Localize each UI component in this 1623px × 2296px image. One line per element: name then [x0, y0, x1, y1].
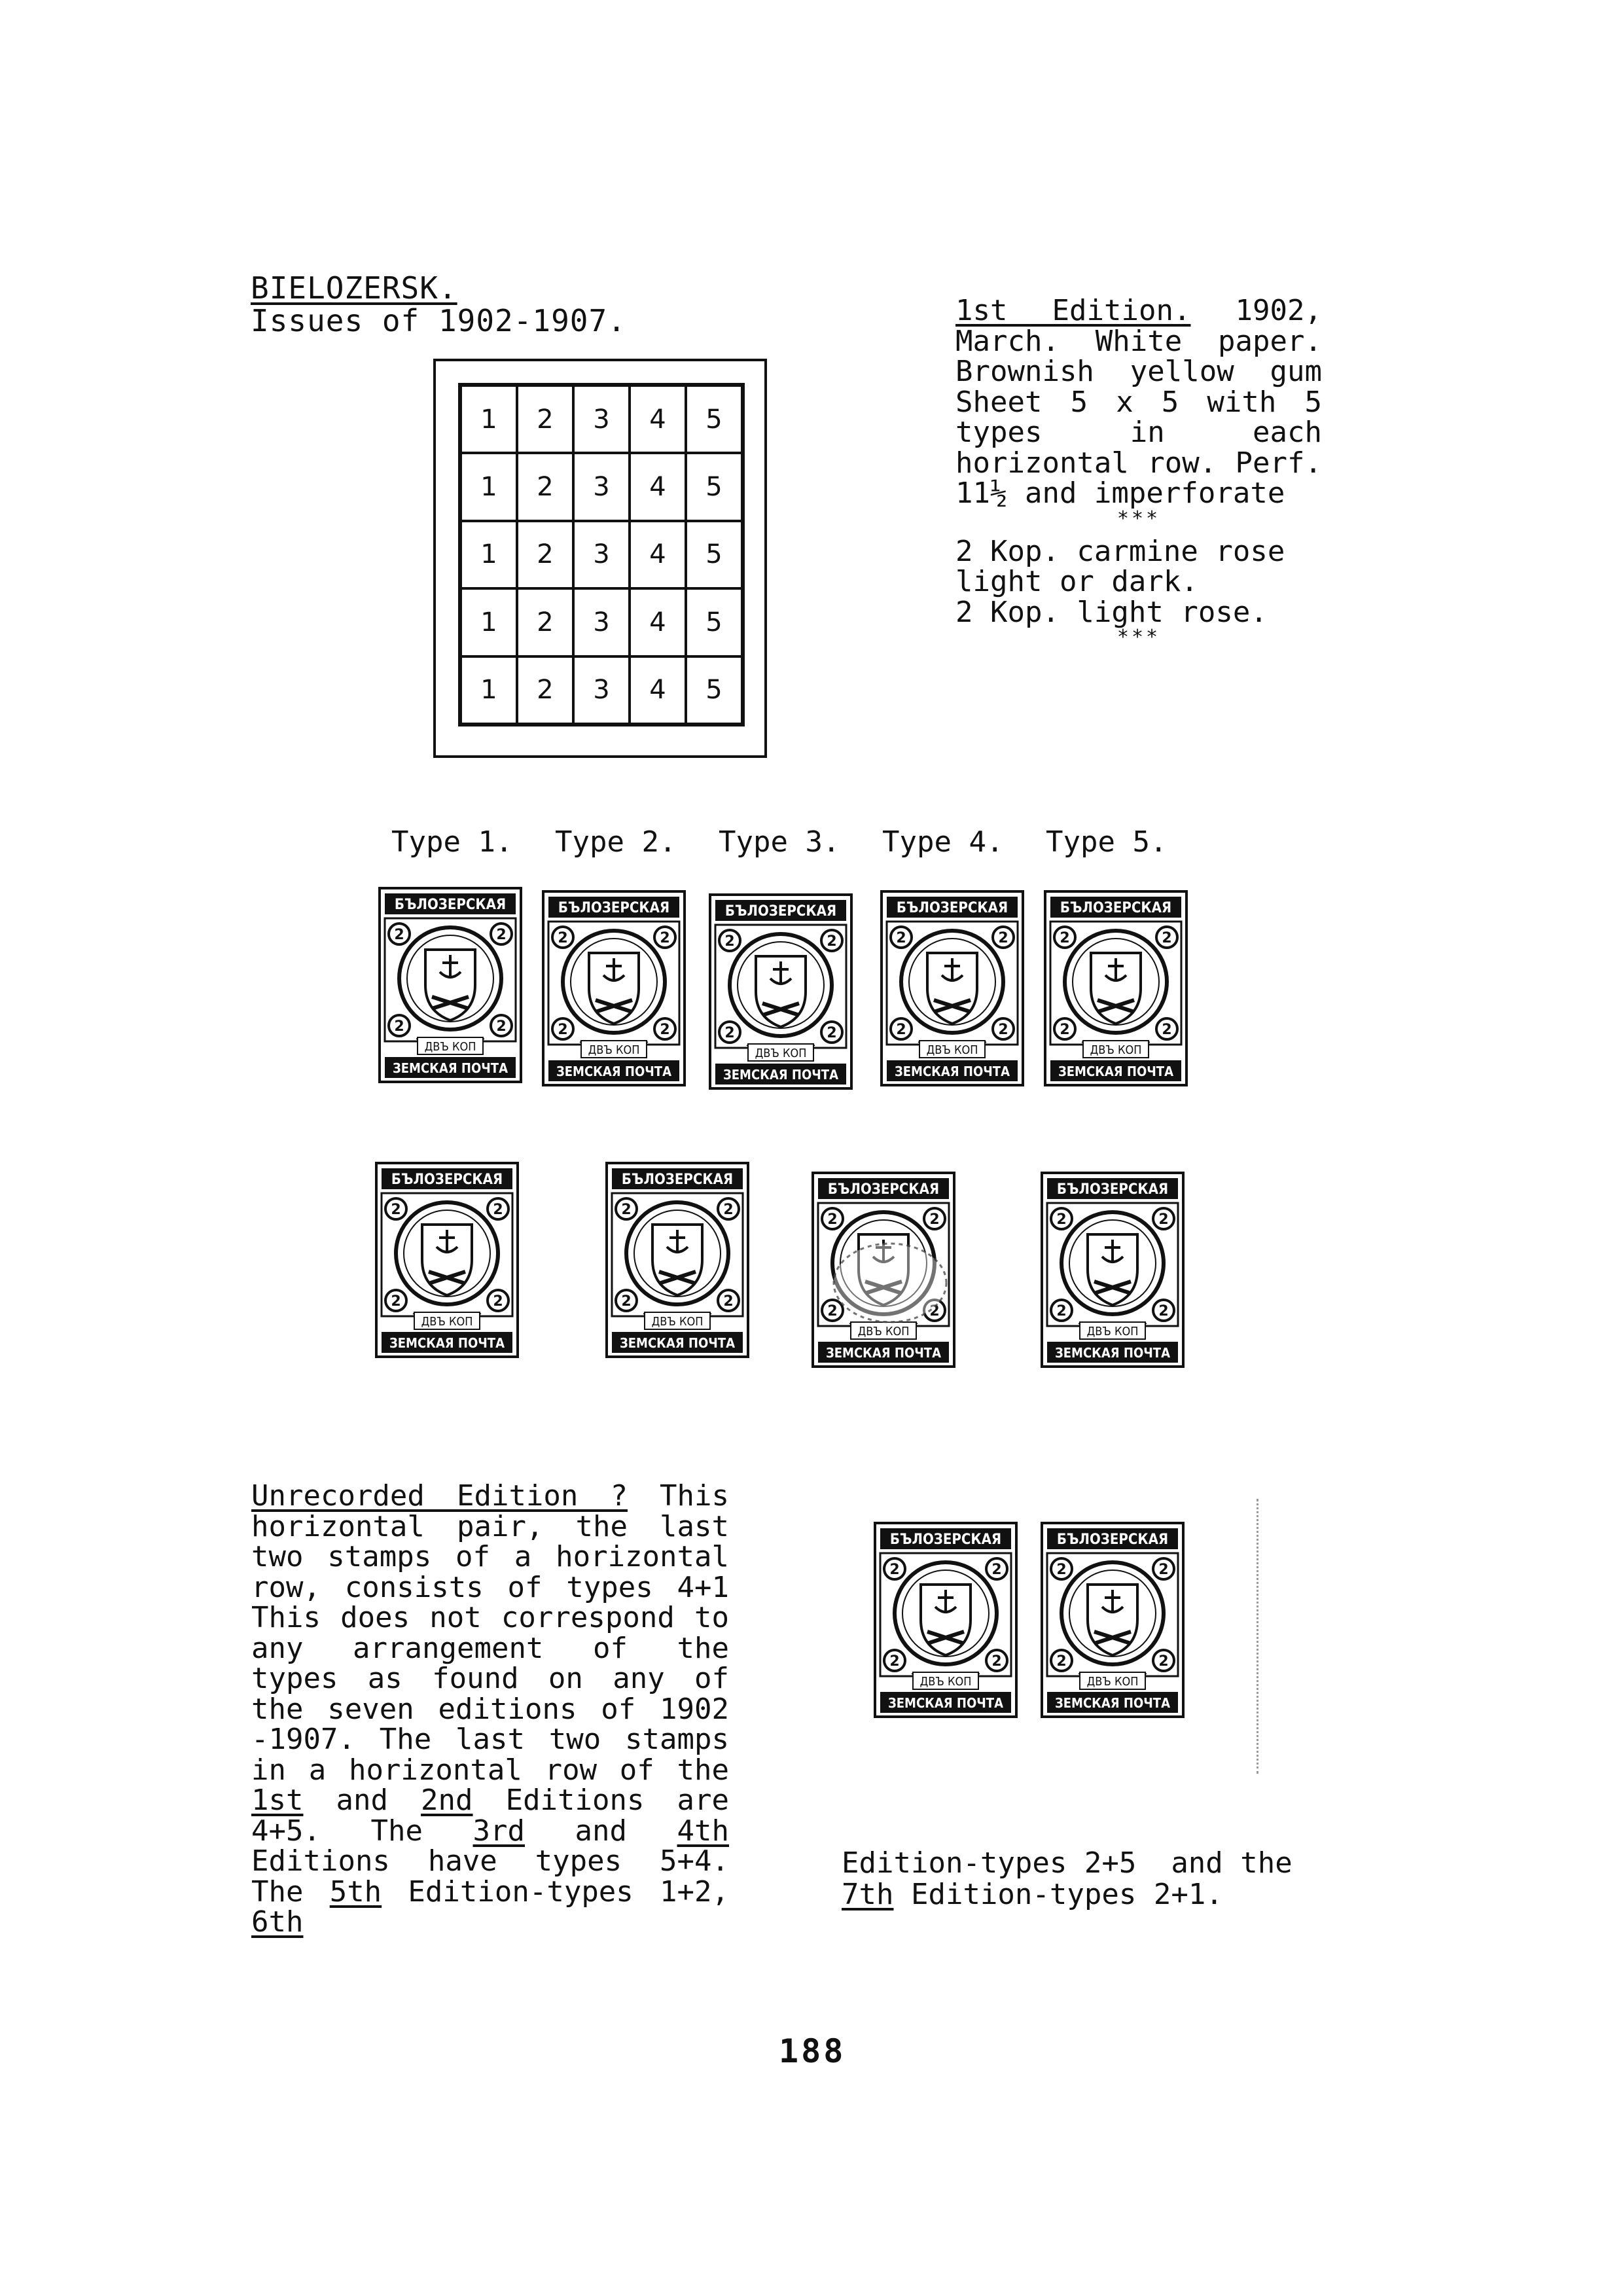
edition-ref: 7th	[842, 1878, 894, 1911]
svg-text:ЗЕМСКАЯ ПОЧТА: ЗЕМСКАЯ ПОЧТА	[1054, 1695, 1171, 1711]
stamp-type-5	[1044, 890, 1188, 1086]
grid-cell: 1	[461, 521, 517, 588]
svg-text:2: 2	[1056, 1303, 1067, 1319]
svg-text:2: 2	[394, 1018, 404, 1035]
grid-cell: 3	[573, 521, 630, 588]
svg-text:2: 2	[929, 1211, 940, 1228]
grid-cell: 1	[461, 588, 517, 656]
svg-text:ЗЕМСКАЯ ПОЧТА: ЗЕМСКАЯ ПОЧТА	[722, 1067, 839, 1083]
svg-text:2: 2	[896, 930, 906, 946]
svg-text:ЗЕМСКАЯ ПОЧТА: ЗЕМСКАЯ ПОЧТА	[825, 1345, 942, 1361]
type-label-3: Type 3.	[719, 825, 840, 859]
svg-text:2: 2	[889, 1653, 900, 1670]
svg-text:ДВЪ КОП: ДВЪ КОП	[755, 1047, 807, 1060]
svg-text:2: 2	[493, 1293, 503, 1310]
grid-cell: 1	[461, 453, 517, 520]
svg-text:2: 2	[1056, 1562, 1067, 1578]
separator-stars: ***	[1116, 626, 1161, 649]
svg-text:2: 2	[991, 1653, 1002, 1670]
edition-ref: 6th	[251, 1905, 304, 1939]
edition-ref: 3rd	[473, 1814, 525, 1848]
grid-cell: 1	[461, 386, 517, 453]
svg-text:ДВЪ КОП: ДВЪ КОП	[1090, 1043, 1142, 1057]
svg-text:ДВЪ КОП: ДВЪ КОП	[1086, 1325, 1139, 1338]
stamp-type-3	[709, 893, 853, 1090]
svg-text:2: 2	[496, 1018, 507, 1035]
svg-text:БЪЛОЗЕРСКАЯ: БЪЛОЗЕРСКАЯ	[394, 897, 507, 913]
svg-text:ДВЪ КОП: ДВЪ КОП	[1086, 1675, 1139, 1689]
svg-text:2: 2	[827, 1025, 837, 1041]
svg-text:2: 2	[558, 930, 568, 946]
svg-text:БЪЛОЗЕРСКАЯ: БЪЛОЗЕРСКАЯ	[1056, 1532, 1169, 1548]
svg-text:ЗЕМСКАЯ ПОЧТА: ЗЕМСКАЯ ПОЧТА	[1058, 1064, 1174, 1079]
edition-ref: 4th	[677, 1814, 729, 1848]
svg-text:ЗЕМСКАЯ ПОЧТА: ЗЕМСКАЯ ПОЧТА	[1054, 1345, 1171, 1361]
svg-text:ЗЕМСКАЯ ПОЧТА: ЗЕМСКАЯ ПОЧТА	[887, 1695, 1004, 1711]
svg-text:БЪЛОЗЕРСКАЯ: БЪЛОЗЕРСКАЯ	[621, 1172, 734, 1188]
svg-text:2: 2	[391, 1202, 401, 1218]
page-subtitle: Issues of 1902-1907.	[251, 303, 626, 338]
svg-text:2: 2	[724, 933, 735, 950]
grid-cell: 4	[630, 588, 686, 656]
stamp-color-2: 2 Kop. light rose.	[955, 595, 1268, 629]
unrecorded-text: This horizontal pair, the last two stamps of a horizontal row, consists of types 4+1 This does not correspond to any arrangement of the types as found on any of the seven editions of 1902 -1907. The last two stamps in a horizontal row of the	[251, 1479, 729, 1787]
stamp-example	[1041, 1172, 1185, 1368]
grid-cell: 1	[461, 656, 517, 724]
svg-text:2: 2	[827, 933, 837, 950]
svg-text:2: 2	[889, 1562, 900, 1578]
edition-body: 1902, March. White paper. Brownish yellow gum Sheet 5 x 5 with 5 types in each horizontal row. Perf. 11½ and imperforate	[955, 294, 1322, 510]
stamp-type-4	[880, 890, 1024, 1086]
svg-text:2: 2	[660, 930, 670, 946]
grid-cell: 2	[517, 656, 573, 724]
grid-cell: 5	[686, 588, 742, 656]
svg-text:БЪЛОЗЕРСКАЯ: БЪЛОЗЕРСКАЯ	[889, 1532, 1002, 1548]
svg-text:БЪЛОЗЕРСКАЯ: БЪЛОЗЕРСКАЯ	[391, 1172, 503, 1188]
caption-text: Edition-types 2+1.	[893, 1878, 1223, 1911]
svg-text:2: 2	[660, 1022, 670, 1038]
svg-text:2: 2	[1060, 930, 1070, 946]
caption-line-1: Edition-types 2+5 and the	[842, 1846, 1293, 1880]
svg-text:ДВЪ КОП: ДВЪ КОП	[588, 1043, 640, 1057]
unrecorded-text: Edition-types 1+2,	[382, 1874, 729, 1909]
svg-text:2: 2	[1158, 1211, 1169, 1228]
page-title: BIELOZERSK.	[251, 270, 457, 306]
grid-cell: 5	[686, 521, 742, 588]
svg-text:ДВЪ КОП: ДВЪ КОП	[421, 1315, 473, 1329]
svg-text:2: 2	[723, 1293, 734, 1310]
svg-text:2: 2	[827, 1211, 838, 1228]
type-label-5: Type 5.	[1046, 825, 1168, 859]
grid-cell: 2	[517, 521, 573, 588]
svg-text:2: 2	[896, 1022, 906, 1038]
svg-text:БЪЛОЗЕРСКАЯ: БЪЛОЗЕРСКАЯ	[558, 900, 670, 916]
unrecorded-text: Editions are 4+5. The	[251, 1784, 730, 1848]
grid-cell: 3	[573, 386, 630, 453]
stamp-example	[375, 1162, 519, 1358]
grid-cell: 5	[686, 386, 742, 453]
stamp-example-cancelled	[812, 1172, 955, 1368]
svg-text:2: 2	[724, 1025, 735, 1041]
edition-ref: 1st	[251, 1784, 304, 1817]
svg-text:БЪЛОЗЕРСКАЯ: БЪЛОЗЕРСКАЯ	[724, 903, 837, 920]
svg-text:2: 2	[493, 1202, 503, 1218]
page-heading	[251, 272, 626, 337]
grid-cell: 2	[517, 588, 573, 656]
svg-text:2: 2	[1158, 1562, 1169, 1578]
edition-description	[955, 296, 1322, 647]
stamp-pair-right	[1041, 1522, 1185, 1718]
unrecorded-text: Editions have types 5+4. The	[251, 1844, 729, 1909]
svg-text:БЪЛОЗЕРСКАЯ: БЪЛОЗЕРСКАЯ	[1056, 1181, 1169, 1198]
svg-text:ЗЕМСКАЯ ПОЧТА: ЗЕМСКАЯ ПОЧТА	[389, 1335, 505, 1351]
svg-text:ДВЪ КОП: ДВЪ КОП	[651, 1315, 704, 1329]
type-label-1: Type 1.	[391, 825, 513, 859]
svg-text:ЗЕМСКАЯ ПОЧТА: ЗЕМСКАЯ ПОЧТА	[556, 1064, 672, 1079]
svg-text:2: 2	[998, 1022, 1008, 1038]
grid-cell: 5	[686, 656, 742, 724]
svg-text:ДВЪ КОП: ДВЪ КОП	[424, 1040, 476, 1054]
grid-cell: 4	[630, 656, 686, 724]
svg-text:ЗЕМСКАЯ ПОЧТА: ЗЕМСКАЯ ПОЧТА	[894, 1064, 1010, 1079]
svg-text:2: 2	[991, 1562, 1002, 1578]
unrecorded-text: and	[524, 1814, 677, 1848]
grid-cell: 3	[573, 588, 630, 656]
svg-text:БЪЛОЗЕРСКАЯ: БЪЛОЗЕРСКАЯ	[827, 1181, 940, 1198]
svg-text:2: 2	[558, 1022, 568, 1038]
edition-ref: 2nd	[421, 1784, 473, 1817]
grid-cell: 4	[630, 386, 686, 453]
svg-text:2: 2	[1158, 1653, 1169, 1670]
grid-cell: 4	[630, 521, 686, 588]
svg-text:ДВЪ КОП: ДВЪ КОП	[926, 1043, 978, 1057]
unrecorded-edition-text	[251, 1481, 729, 1938]
svg-text:2: 2	[1162, 1022, 1172, 1038]
svg-text:БЪЛОЗЕРСКАЯ: БЪЛОЗЕРСКАЯ	[896, 900, 1008, 916]
stamp-color-1: 2 Kop. carmine rose light or dark.	[955, 534, 1285, 598]
edition-title: 1st Edition.	[955, 294, 1191, 327]
svg-text:2: 2	[394, 927, 404, 943]
grid-cell: 2	[517, 453, 573, 520]
svg-text:2: 2	[929, 1303, 940, 1319]
stamp-type-1	[378, 887, 522, 1083]
sheet-layout-grid	[458, 383, 745, 726]
type-label-2: Type 2.	[555, 825, 677, 859]
svg-text:2: 2	[723, 1202, 734, 1218]
edition-ref: 5th	[329, 1874, 382, 1909]
grid-cell: 2	[517, 386, 573, 453]
svg-text:ДВЪ КОП: ДВЪ КОП	[919, 1675, 972, 1689]
svg-text:2: 2	[827, 1303, 838, 1319]
grid-cell: 5	[686, 453, 742, 520]
svg-text:2: 2	[621, 1293, 632, 1310]
svg-text:2: 2	[1162, 930, 1172, 946]
grid-cell: 3	[573, 453, 630, 520]
pair-caption	[842, 1848, 1339, 1910]
page-number: 188	[779, 2032, 846, 2070]
svg-text:ЗЕМСКАЯ ПОЧТА: ЗЕМСКАЯ ПОЧТА	[392, 1060, 508, 1076]
svg-text:2: 2	[391, 1293, 401, 1310]
svg-text:БЪЛОЗЕРСКАЯ: БЪЛОЗЕРСКАЯ	[1060, 900, 1172, 916]
separator-stars: ***	[1116, 507, 1161, 530]
stamp-type-2	[542, 890, 686, 1086]
svg-text:2: 2	[998, 930, 1008, 946]
svg-text:2: 2	[1056, 1653, 1067, 1670]
unrecorded-text: and	[303, 1784, 421, 1817]
svg-text:ЗЕМСКАЯ ПОЧТА: ЗЕМСКАЯ ПОЧТА	[619, 1335, 736, 1351]
grid-cell: 3	[573, 656, 630, 724]
type-label-4: Type 4.	[882, 825, 1004, 859]
stamp-example	[605, 1162, 749, 1358]
svg-text:2: 2	[1158, 1303, 1169, 1319]
svg-text:2: 2	[496, 927, 507, 943]
svg-text:2: 2	[1056, 1211, 1067, 1228]
grid-cell: 4	[630, 453, 686, 520]
unrecorded-title: Unrecorded Edition ?	[251, 1479, 628, 1513]
svg-text:2: 2	[621, 1202, 632, 1218]
stamp-pair-left	[874, 1522, 1018, 1718]
svg-text:2: 2	[1060, 1022, 1070, 1038]
caption-line-2	[842, 1879, 1339, 1910]
svg-text:ДВЪ КОП: ДВЪ КОП	[857, 1325, 910, 1338]
